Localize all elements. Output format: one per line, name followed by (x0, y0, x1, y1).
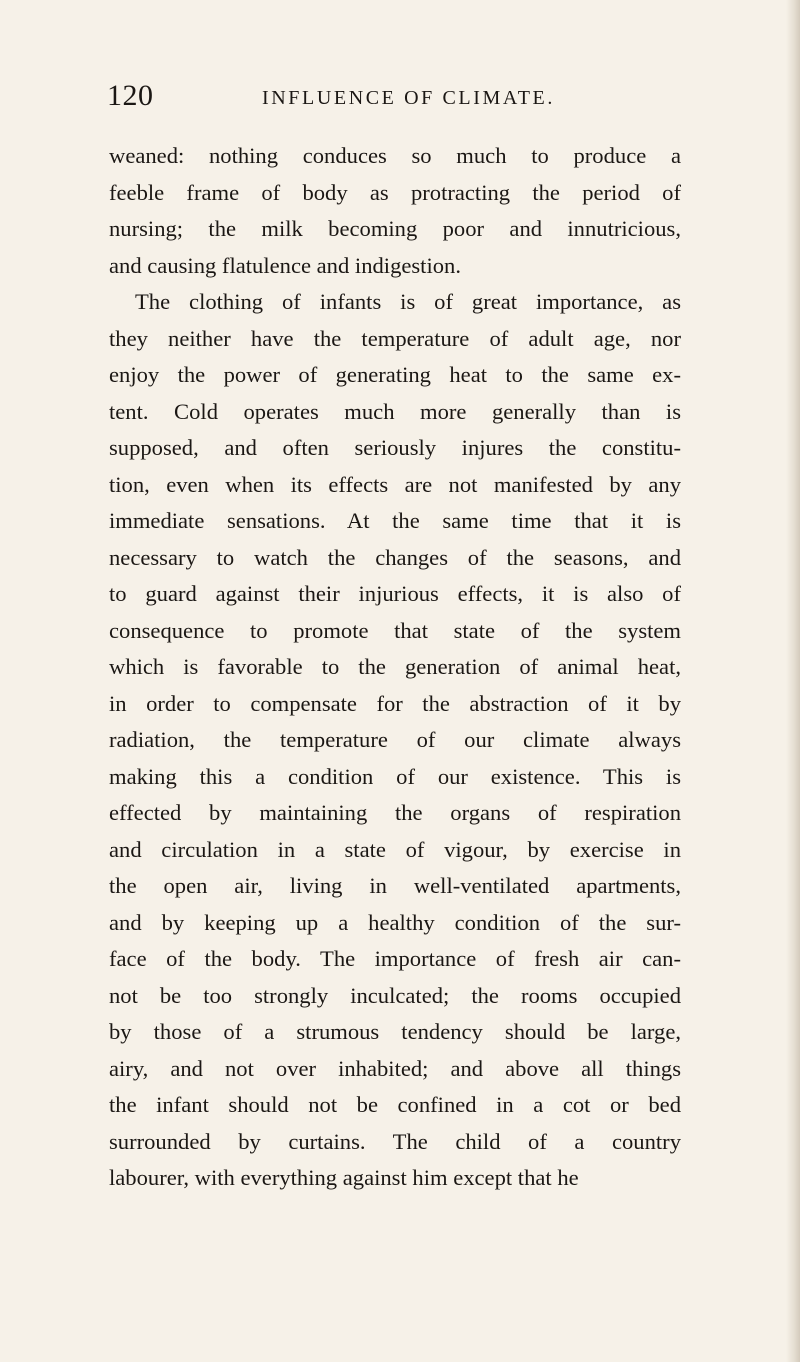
text-line: and by keeping up a healthy condition of the sur- (109, 909, 681, 935)
text-line: airy, and not over inhabited; and above all things (109, 1055, 681, 1081)
text-line: by those of a strumous tendency should be large, (109, 1019, 681, 1044)
text-line: in order to compensate for the abstraction of it by (109, 690, 681, 716)
text-line: supposed, and often seriously injures the constitu- (109, 435, 681, 460)
text-line: and causing flatulence and indigestion. (109, 252, 461, 278)
text-line: tent. Cold operates much more generally than is (109, 398, 681, 424)
text-line: The clothing of infants is of great importance, as (135, 289, 681, 314)
text-line: tion, even when its effects are not manifested by any (109, 471, 681, 497)
text-line: not be too strongly inculcated; the rooms occupied (109, 982, 681, 1008)
text-line: the open air, living in well-ventilated apartments, (109, 873, 681, 898)
page-edge-shadow (786, 0, 800, 1362)
running-head (107, 78, 707, 118)
text-line: feeble frame of body as protracting the period of (109, 179, 681, 205)
text-line: surrounded by curtains. The child of a country (109, 1128, 681, 1154)
text-line: consequence to promote that state of the system (109, 617, 681, 643)
text-line: weaned: nothing conduces so much to produce a (109, 143, 681, 168)
page-number: 120 (107, 79, 154, 112)
text-line: and circulation in a state of vigour, by exercise in (109, 836, 681, 862)
text-line: enjoy the power of generating heat to the same ex- (109, 362, 681, 387)
text-line: making this a condition of our existence. This is (109, 763, 681, 789)
text-line: face of the body. The importance of fresh air can- (109, 946, 681, 971)
text-line: effected by maintaining the organs of respiration (109, 800, 681, 825)
text-line: necessary to watch the changes of the seasons, and (109, 544, 681, 570)
text-line: nursing; the milk becoming poor and innutricious, (109, 216, 681, 241)
text-line: radiation, the temperature of our climate always (109, 727, 681, 752)
running-title: INFLUENCE OF CLIMATE. (262, 87, 555, 109)
text-line: which is favorable to the generation of animal heat, (109, 654, 681, 679)
text-line: the infant should not be confined in a cot or bed (109, 1092, 681, 1117)
text-line: to guard against their injurious effects, it is also of (109, 581, 681, 606)
text-line: labourer, with everything against him except that he (109, 1165, 579, 1190)
text-line: they neither have the temperature of adult age, nor (109, 325, 681, 351)
text-line: immediate sensations. At the same time that it is (109, 508, 681, 533)
body-text (109, 138, 681, 1197)
